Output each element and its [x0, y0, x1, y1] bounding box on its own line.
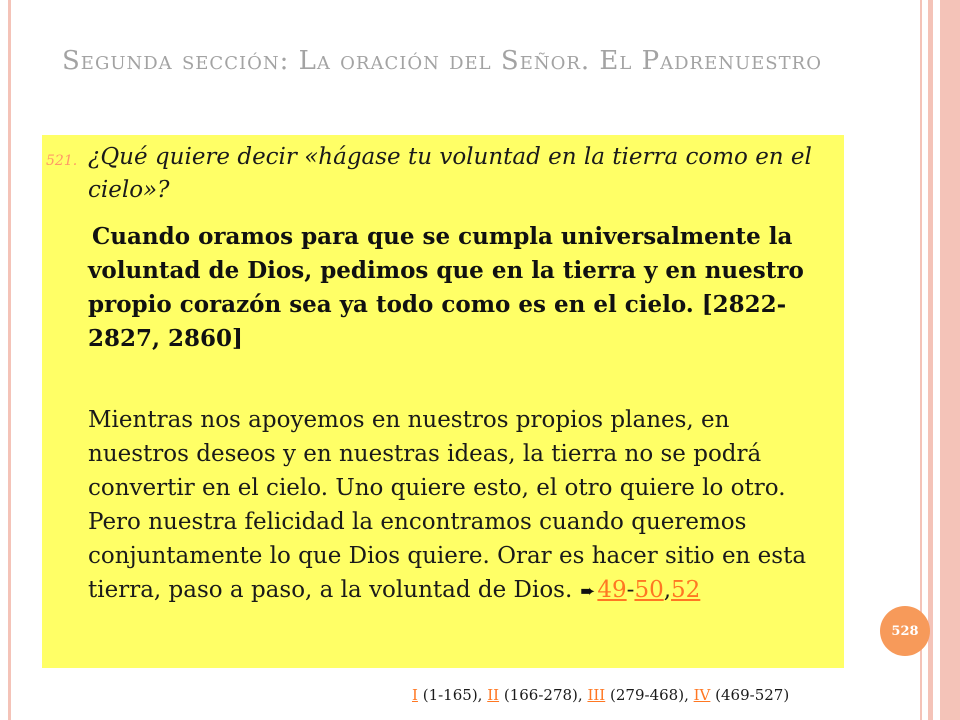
answer-text: Cuando oramos para que se cumpla universalmente la voluntad de Dios, pedimos que en la tierra y en nuestro propio corazón sea ya todo como es en el cielo. [2822-2827, 2860] [88, 223, 804, 352]
footer-comma-3: , [684, 686, 694, 704]
ref-link-49[interactable]: 49 [597, 577, 627, 603]
footer-comma-2: , [577, 686, 588, 704]
frame-line-right-mid [928, 0, 933, 720]
footer-link-section-2[interactable]: II [487, 686, 500, 704]
footer-section-links [412, 686, 842, 704]
footer-comma-1: , [477, 686, 488, 704]
footer-range-section-2: (166-278) [503, 686, 578, 704]
question-text: ¿Qué quiere decir «hágase tu voluntad en la tierra como en el cielo»? [88, 144, 812, 203]
ref-separator-dash: - [626, 577, 635, 603]
ref-link-50[interactable]: 50 [634, 577, 664, 603]
commentary-text: Mientras nos apoyemos en nuestros propios planes, en nuestros deseos y en nuestras ideas, la tierra no se podrá convertir en el cielo. Uno quiere esto, el otro quiere lo otro. Pero nuestra felicidad la encontramos cuando queremos conjuntamente lo que Dios quiere. Orar es hacer sitio en esta tierra, paso a paso, a la voluntad de Dios. [88, 407, 807, 603]
frame-line-right-wide [940, 0, 960, 720]
footer-range-section-1: (1-165) [422, 686, 478, 704]
footer-link-section-4[interactable]: IV [693, 686, 711, 704]
footer-range-section-3: (279-468) [610, 686, 685, 704]
footer-link-section-1[interactable]: I [412, 686, 418, 704]
slide-title: Segunda sección: La oración del Señor. El Padrenuestro [62, 46, 822, 76]
footer-range-section-4: (469-527) [715, 686, 790, 704]
ref-separator-comma: , [663, 577, 672, 603]
right-arrow-icon: ➨ [580, 581, 596, 602]
footer-link-section-3[interactable]: III [587, 686, 606, 704]
question-number: 521. [46, 153, 78, 169]
commentary [88, 403, 833, 609]
page-number-badge: 528 [880, 606, 930, 656]
ref-link-52[interactable]: 52 [671, 577, 701, 603]
frame-line-left [8, 0, 11, 720]
